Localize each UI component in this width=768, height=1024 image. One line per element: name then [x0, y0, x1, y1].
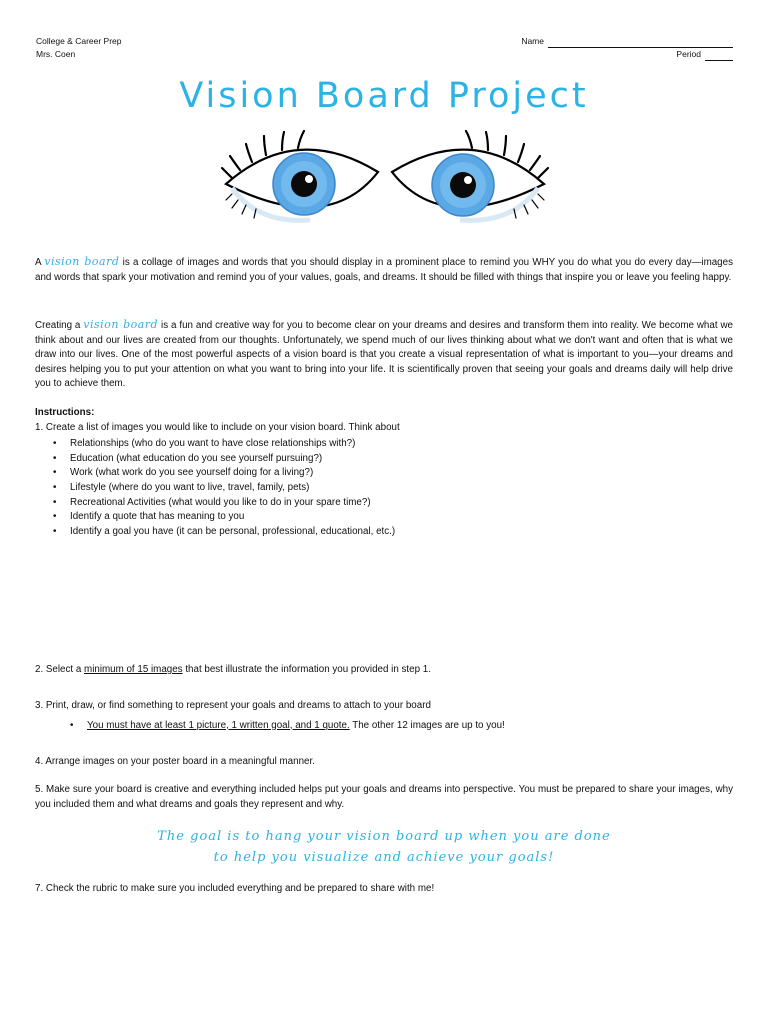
header-left	[36, 35, 122, 61]
p1-text: is a collage of images and words that you should display in a prominent place to remind you WHY you do what you do every day—images and words that spark your motivation and remind you of your values, goals, and dreams. It should be filled with things that inspire you or leave you feeling happy.	[35, 257, 733, 283]
vision-board-term: vision board	[83, 318, 159, 331]
goal-line-2: to help you visualize and achieve your goals!	[213, 850, 555, 865]
period-blank	[705, 50, 733, 61]
step-2	[35, 663, 733, 678]
step-1-bullets	[35, 437, 733, 539]
list-item: • Work (what work do you see yourself doing for a living?)	[70, 466, 733, 481]
p2-prefix: Creating a	[35, 320, 81, 331]
list-item: • Relationships (who do you want to have close relationships with?)	[70, 437, 733, 452]
step-5	[35, 783, 733, 812]
right-eye-icon	[392, 131, 548, 220]
teacher-name: Mrs. Coen	[36, 49, 76, 59]
list-item: • Lifestyle (where do you want to live, travel, family, pets)	[70, 481, 733, 496]
vision-board-term: vision board	[44, 255, 120, 268]
p1-prefix: A	[35, 257, 41, 268]
intro-paragraph-1	[35, 255, 733, 285]
eyes-illustration	[218, 128, 552, 238]
list-item: • Identify a goal you have (it can be personal, professional, educational, etc.)	[70, 525, 733, 540]
period-line	[521, 48, 733, 61]
step-7: 7. Check the rubric to make sure you included everything and be prepared to share with me!	[35, 883, 435, 894]
list-item: • Recreational Activities (what would you like to do in your spare time?)	[70, 496, 733, 511]
period-label: Period	[676, 49, 701, 59]
step-2-suffix: that best illustrate the information you provided in step 1.	[185, 664, 431, 675]
step-3-suffix: The other 12 images are up to you!	[352, 719, 505, 731]
name-blank	[548, 37, 733, 48]
instructions-section	[35, 406, 733, 539]
list-item: • Identify a quote that has meaning to you	[70, 510, 733, 525]
name-line	[521, 35, 733, 48]
step-4: 4. Arrange images on your poster board in a meaningful manner.	[35, 756, 315, 767]
step-3-text: 3. Print, draw, or find something to represent your goals and dreams to attach to your board	[35, 700, 431, 711]
step-3	[35, 699, 733, 733]
page-title: Vision Board Project	[179, 76, 589, 116]
name-label: Name	[521, 36, 544, 46]
goal-statement	[0, 826, 768, 868]
p2-text: is a fun and creative way for you to become clear on your dreams and desires and transform them into reality. We become what we think about and our lives are created from our thoughts. Unfortunately, we spend much of our lives thinking about what we don't want and often that is what we draw into our lives. One of the most powerful aspects of a vision board is that you create a visual representation of what is important to you—your dreams and desires helping you to put your attention on what you want to bring into your life. It is scientifically proven that seeing your goals and dreams daily will help drive you to achieve them.	[35, 320, 733, 390]
step-3-bullets	[35, 719, 733, 734]
intro-paragraph-2	[35, 318, 733, 392]
step-2-underlined: minimum of 15 images	[84, 664, 183, 675]
goal-line-1: The goal is to hang your vision board up when you are done	[157, 829, 611, 844]
left-eye-icon	[222, 131, 378, 220]
header-right	[521, 35, 733, 61]
instructions-heading: Instructions:	[35, 407, 95, 418]
course-name: College & Career Prep	[36, 36, 122, 46]
list-item: • Education (what education do you see yourself pursuing?)	[70, 452, 733, 467]
step-5-text: 5. Make sure your board is creative and everything included helps put your goals and dreams into perspective. You must be prepared to share your images, why you included them and what dreams and goals they represent and why.	[35, 784, 733, 810]
step-1: 1. Create a list of images you would like to include on your vision board. Think about	[35, 421, 400, 433]
step-2-prefix: 2. Select a	[35, 664, 82, 675]
step-3-underlined: You must have at least 1 picture, 1 written goal, and 1 quote.	[87, 719, 350, 731]
list-item	[87, 719, 733, 734]
